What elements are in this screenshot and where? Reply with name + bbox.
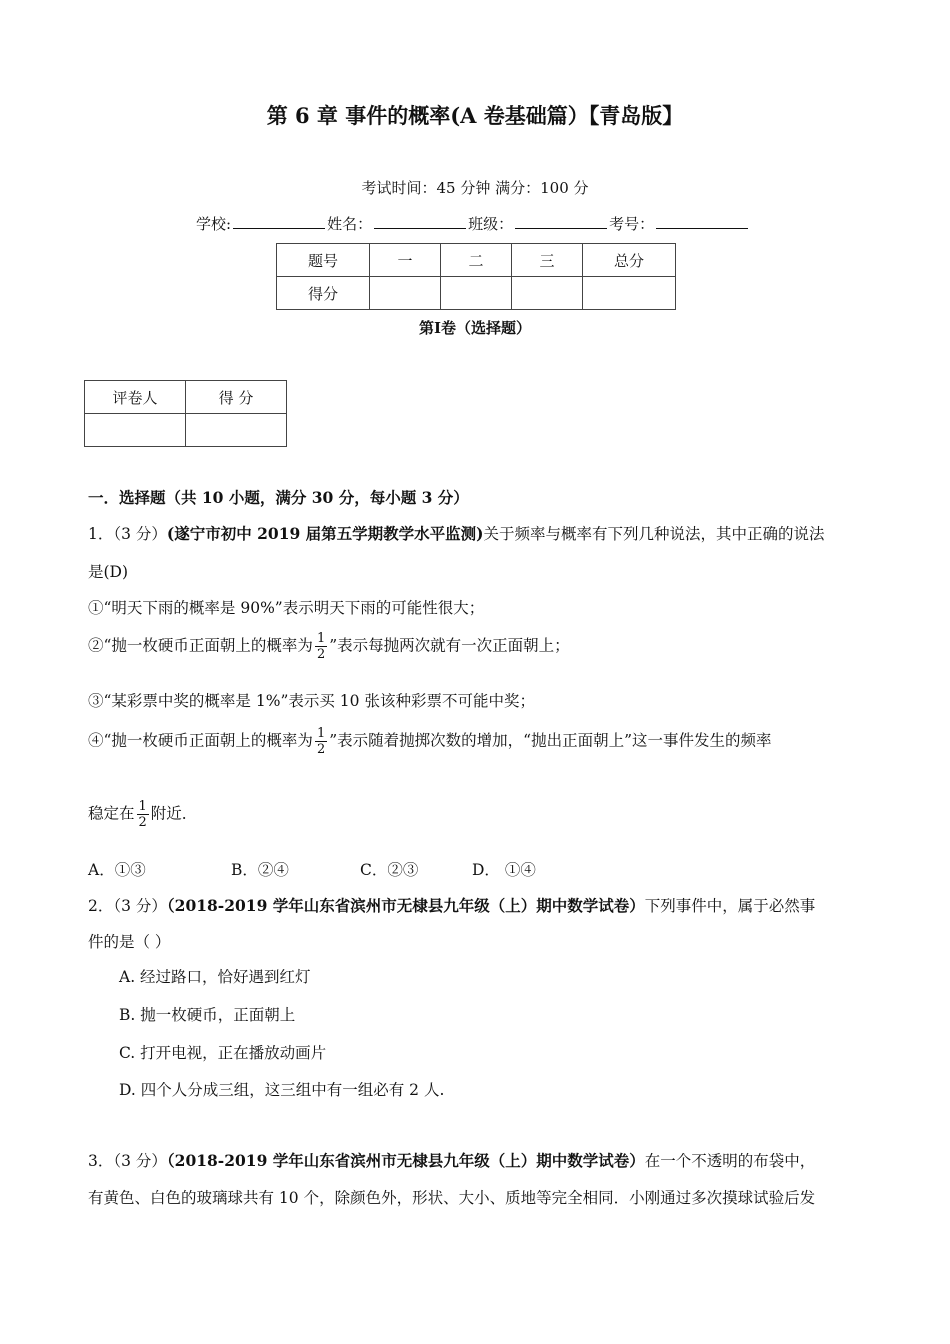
q1-option-c: C．②③ xyxy=(360,861,419,879)
part-heading: 一．选择题（共 10 小题，满分 30 分，每小题 3 分） xyxy=(88,488,469,507)
name-label: 姓名： xyxy=(327,215,373,233)
q1-statement-2: ②“抛一枚硬币正面朝上的概率为 $\frac{1}{2}$ ”表示每抛两次就有一次正面朝上； xyxy=(88,631,570,662)
name-blank xyxy=(374,214,466,229)
question-stem: 下列事件中，属于必然事 xyxy=(644,897,816,915)
q3-stem-cont: 有黄色、白色的玻璃球共有 10 个，除颜色外，形状、大小、质地等完全相同．小刚通过多次摸球试验后发 xyxy=(88,1189,816,1207)
score-header: 得 分 xyxy=(186,381,287,414)
q1-line1 xyxy=(88,522,825,544)
q1-option-d: D． ①④ xyxy=(472,861,536,879)
score-header-cell: 二 xyxy=(441,244,512,277)
question-stem: 关于频率与概率有下列几种说法，其中正确的说法 xyxy=(483,525,825,543)
score-header-cell: 题号 xyxy=(277,244,370,277)
grader-table xyxy=(84,380,287,447)
score-cell xyxy=(370,277,441,310)
fraction-half: $\frac{1}{2}$ xyxy=(138,799,147,830)
id-blank xyxy=(656,214,748,229)
exam-meta: 考试时间：45 分钟 满分：100 分 xyxy=(361,179,589,197)
id-label: 考号： xyxy=(609,215,655,233)
q1-statement-4: ④“抛一枚硬币正面朝上的概率为 $\frac{1}{2}$ ”表示随着抛掷次数的增加，“抛出正面朝上”这一事件发生的频率 xyxy=(88,726,772,757)
q1-statement-3: ③“某彩票中奖的概率是 1%”表示买 10 张该种彩票不可能中奖； xyxy=(88,692,535,710)
score-row-label: 得分 xyxy=(277,277,370,310)
score-header-cell: 一 xyxy=(370,244,441,277)
q2-option-a: A. 经过路口，恰好遇到红灯 xyxy=(119,968,311,986)
q2-option-c: C. 打开电视，正在播放动画片 xyxy=(119,1044,327,1062)
fraction-half: $\frac{1}{2}$ xyxy=(316,726,326,757)
class-label: 班级： xyxy=(468,215,514,233)
question-number: 1．（3 分） xyxy=(88,525,167,543)
question-stem: 在一个不透明的布袋中， xyxy=(644,1152,816,1170)
school-blank xyxy=(233,214,325,229)
q3-line1 xyxy=(88,1149,815,1171)
q1-statement-1: ①“明天下雨的概率是 90%”表示明天下雨的可能性很大； xyxy=(88,599,485,617)
grader-cell xyxy=(85,414,186,447)
student-info-line xyxy=(196,213,750,234)
q1-stem-cont: 是(D) xyxy=(88,563,129,581)
section-title: 第Ⅰ卷（选择题） xyxy=(418,319,532,337)
score-cell xyxy=(186,414,287,447)
score-cell xyxy=(583,277,676,310)
score-table xyxy=(276,243,676,310)
class-blank xyxy=(515,214,607,229)
fraction-half: $\frac{1}{2}$ xyxy=(316,631,326,662)
question-source: （2018-2019 学年山东省滨州市无棣县九年级（上）期中数学试卷） xyxy=(166,896,645,915)
page-title: 第 6 章 事件的概率(A 卷基础篇）【青岛版】 xyxy=(266,103,684,128)
q2-line1 xyxy=(88,894,815,916)
question-source: (遂宁市初中 2019 届第五学期教学水平监测) xyxy=(166,524,484,543)
school-label: 学校: xyxy=(196,215,232,233)
score-header-cell: 总分 xyxy=(583,244,676,277)
q2-option-d: D. 四个人分成三组，这三组中有一组必有 2 人. xyxy=(119,1081,445,1099)
q1-option-b: B．②④ xyxy=(231,861,289,879)
question-number: 2．（3 分） xyxy=(88,897,167,915)
question-number: 3．（3 分） xyxy=(88,1152,167,1170)
q2-option-b: B. 抛一枚硬币，正面朝上 xyxy=(119,1006,296,1024)
q2-stem-cont: 件的是（ ） xyxy=(88,933,171,951)
score-cell xyxy=(512,277,583,310)
grader-header: 评卷人 xyxy=(85,381,186,414)
q1-statement-4-cont: 稳定在 $\frac{1}{2}$ 附近． xyxy=(88,799,198,830)
q1-option-a: A．①③ xyxy=(88,861,146,879)
question-source: （2018-2019 学年山东省滨州市无棣县九年级（上）期中数学试卷） xyxy=(166,1151,645,1170)
score-cell xyxy=(441,277,512,310)
score-header-cell: 三 xyxy=(512,244,583,277)
